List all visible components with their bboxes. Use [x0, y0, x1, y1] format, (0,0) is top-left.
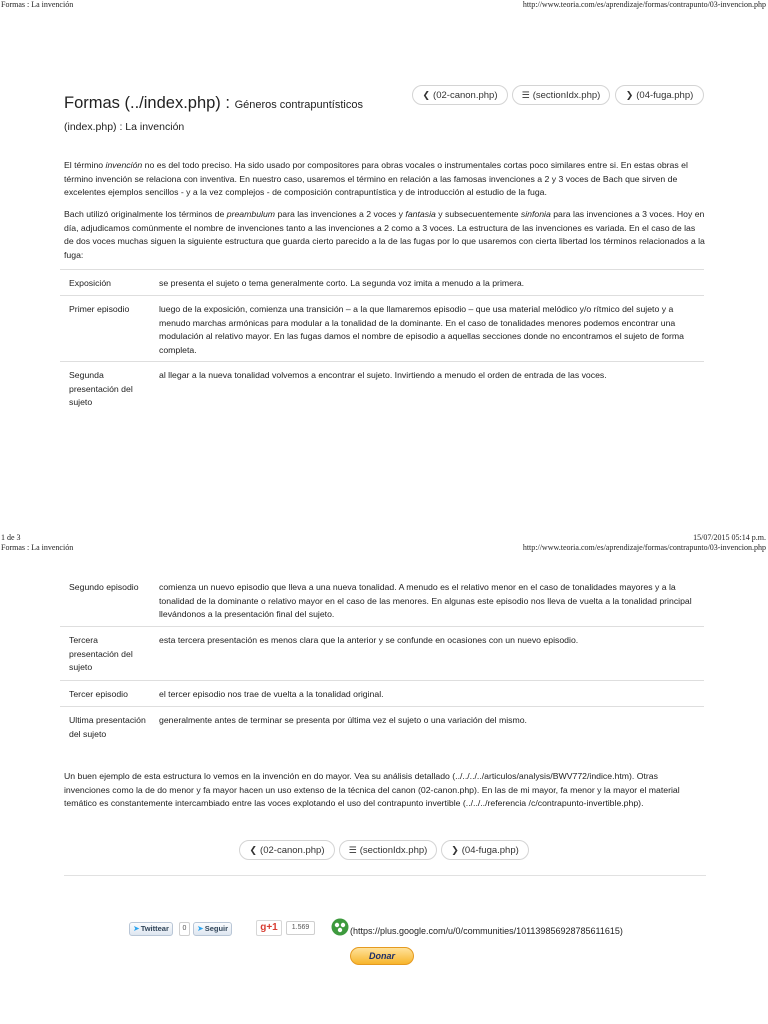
print-footer-page-number: 1 de 3 — [1, 533, 21, 542]
table-term: Tercera presentación del sujeto — [69, 635, 133, 673]
divider — [64, 875, 706, 876]
list-icon: ☰ — [348, 845, 357, 855]
table-term: Ultima presentación del sujeto — [69, 715, 146, 739]
tweet-button[interactable]: ➤Twittear — [129, 922, 173, 936]
chevron-right-icon: ❯ — [451, 845, 459, 855]
table-desc: comienza un nuevo episodio que lleva a una nueva tonalidad. A menudo es el relativo menor en el caso de tonalidades mayores y a la tonalidad de la dominante o relativo mayor en el caso de las menores. En algunas este episodio nos lleva de vuelta a la tonalidad principal llevándonos a la presentación final del sujeto. — [159, 582, 692, 620]
closing-paragraph: Un buen ejemplo de esta estructura lo vemos en la invención en do mayor. Vea su análisis detallado (../../../../articulos/analysis/BWV772/indice.htm). Otras invenciones como la de do menor y fa mayor hacen un uso extenso de la técnica del canon (02-canon.php). En las de mi mayor, fa menor y la mayor el material temático es constantemente intercambiado entre las voces explotando el uso del contrapunto invertible (../../../referencia /c/contrapunto-invertible.php). — [64, 771, 680, 809]
next-page-button[interactable] — [441, 840, 529, 860]
prev-page-button[interactable] — [239, 840, 335, 860]
table-desc: se presenta el sujeto o tema generalmente corto. La segunda voz imita a menudo a la primera. — [159, 278, 525, 288]
prev-page-label: (02-canon.php) — [260, 845, 325, 856]
title-link[interactable]: Formas (../index.php) : — [64, 94, 235, 112]
table-row — [60, 574, 704, 628]
table-term: Segundo episodio — [69, 582, 139, 592]
chevron-right-icon: ❯ — [625, 90, 634, 100]
table-row — [60, 706, 704, 762]
section-index-button[interactable] — [512, 85, 610, 105]
table-term: Tercer episodio — [69, 689, 128, 699]
table-row — [60, 295, 704, 362]
next-page-button[interactable] — [615, 85, 704, 105]
next-page-label: (04-fuga.php) — [461, 845, 519, 856]
table-desc: esta tercera presentación es menos clara que la anterior y se confunde en ocasiones con un nuevo episodio. — [159, 635, 579, 645]
community-link[interactable]: (https://plus.google.com/u/0/communities/101139856928785611615) — [350, 926, 623, 936]
chevron-left-icon: ❮ — [422, 90, 431, 100]
print-header-title: Formas : La invención — [1, 0, 74, 9]
next-page-label: (04-fuga.php) — [636, 90, 694, 101]
section-index-label: (sectionIdx.php) — [532, 90, 601, 101]
table-term: Exposición — [69, 278, 112, 288]
title-subsection: Géneros contrapuntísticos — [234, 99, 363, 111]
table-row — [60, 269, 704, 296]
google-plus-one-button[interactable]: g+1 — [256, 920, 282, 936]
tweet-count: 0 — [179, 922, 190, 936]
print-footer-datetime: 15/07/2015 05:14 p.m. — [693, 533, 766, 542]
print-header-url: http://www.teoria.com/es/aprendizaje/formas/contrapunto/03-invencion.php — [522, 0, 766, 9]
twitter-bird-icon: ➤ — [197, 924, 204, 933]
table-desc: generalmente antes de terminar se presenta por última vez el sujeto o una variación del mismo. — [159, 715, 527, 725]
list-icon: ☰ — [521, 90, 530, 100]
table-row — [60, 361, 704, 417]
page-title — [64, 94, 363, 113]
section-index-button[interactable] — [339, 840, 437, 860]
google-plus-community-icon[interactable] — [331, 918, 349, 936]
table-desc: el tercer episodio nos trae de vuelta a la tonalidad original. — [159, 689, 384, 699]
prev-page-label: (02-canon.php) — [433, 90, 498, 101]
chevron-left-icon: ❮ — [249, 845, 258, 855]
print-header-url: http://www.teoria.com/es/aprendizaje/formas/contrapunto/03-invencion.php — [522, 543, 766, 552]
print-header-title: Formas : La invención — [1, 543, 74, 552]
breadcrumb[interactable]: (index.php) : La invención — [64, 121, 185, 133]
table-desc: al llegar a la nueva tonalidad volvemos a encontrar el sujeto. Invirtiendo a menudo el orden de entrada de las voces. — [159, 370, 607, 380]
prev-page-button[interactable] — [412, 85, 508, 105]
table-desc: luego de la exposición, comienza una transición – a la que llamaremos episodio – que usa material melódico y/o rítmico del sujeto y a menudo marchas armónicas para modular a la tonalidad de la dominante. En el caso de tonalidades menores podemos encontrar una modulación al relativo mayor. En las fugas damos el nombre de episodio a aquellas secciones donde no encontramos el sujeto de forma completa. — [159, 304, 684, 355]
google-plus-count: 1.569 — [286, 921, 315, 935]
intro-paragraph-2: Bach utilizó originalmente los términos de preambulum para las invenciones a 2 voces y fantasia y subsecuentemente sinfonia para las invenciones a 3 voces. Hoy en día, adjudicamos comúnmente el nombre de invenciones tanto a las invenciones a 2 como a 3 voces. La estructura de las invenciones es variada. En el caso de las de dos voces muchas siguen la siguiente estructura que guarda cierto parecido a la de las fugas por lo que usaremos con cierta libertad los términos relacionados a la fuga: — [64, 209, 705, 260]
donate-button[interactable]: Donar — [350, 947, 414, 965]
table-term: Segunda presentación del sujeto — [69, 370, 133, 408]
section-index-label: (sectionIdx.php) — [359, 845, 428, 856]
intro-paragraph-1: El término invención no es del todo preciso. Ha sido usado por compositores para obras vocales o instrumentales cortas poco similares entre si. En estas obras el término invención se relaciona con inventiva. En nuestro caso, usaremos el término en relación a las famosas invenciones a 2 y 3 voces de Bach que sirven de excelentes ejemplos sencillos - y a la vez complejos - de composición contrapuntística y de introducción al estudio de la fuga. — [64, 160, 688, 198]
twitter-bird-icon: ➤ — [133, 924, 140, 933]
table-row — [60, 626, 704, 682]
table-row — [60, 680, 704, 707]
follow-button[interactable]: ➤Seguir — [193, 922, 232, 936]
table-term: Primer episodio — [69, 304, 130, 314]
